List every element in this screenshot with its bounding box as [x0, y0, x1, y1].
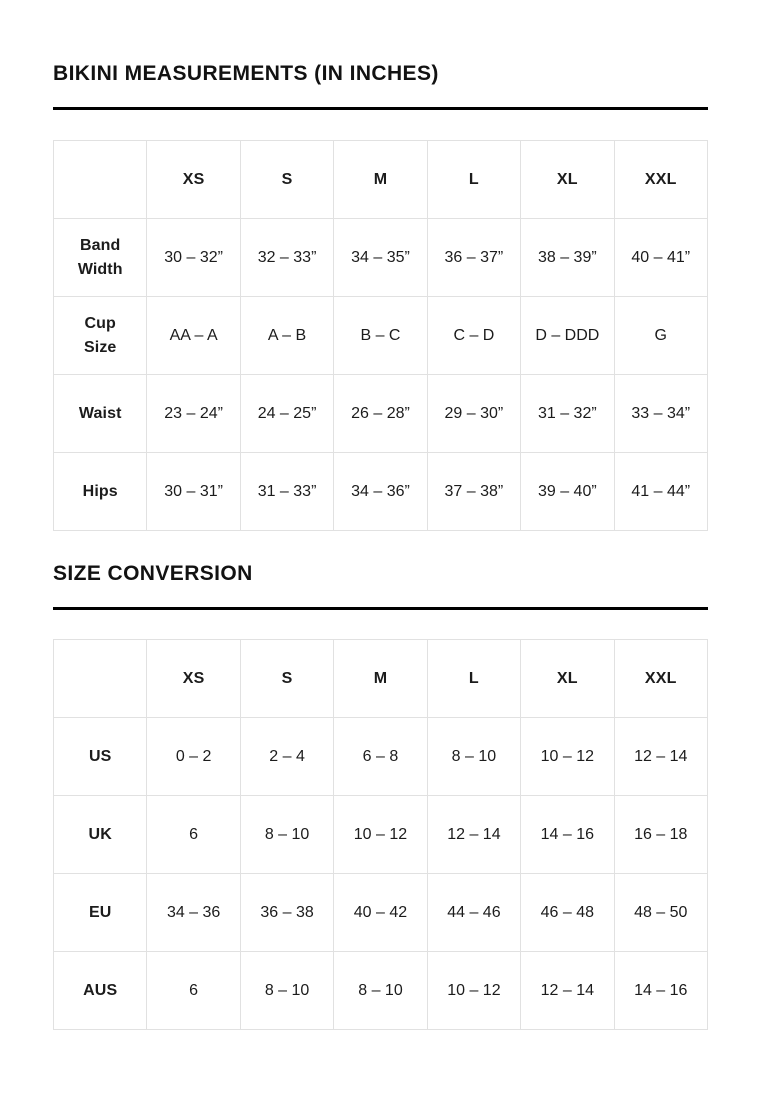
table-cell: 26 – 28” — [334, 375, 427, 453]
table-cell: 10 – 12 — [521, 718, 614, 796]
table-cell: 8 – 10 — [334, 952, 427, 1030]
conversion-section — [53, 560, 708, 1030]
row-label-aus: AUS — [54, 952, 147, 1030]
column-header-xxl: XXL — [614, 141, 707, 219]
table-cell: C – D — [427, 297, 520, 375]
row-cup-size — [54, 297, 708, 375]
measurements-title: BIKINI MEASUREMENTS (IN INCHES) — [53, 62, 439, 85]
table-cell: 31 – 32” — [521, 375, 614, 453]
table-cell: 2 – 4 — [240, 718, 333, 796]
table-cell: 38 – 39” — [521, 219, 614, 297]
table-cell: 31 – 33” — [240, 453, 333, 531]
row-band-width — [54, 219, 708, 297]
table-cell: 48 – 50 — [614, 874, 707, 952]
table-cell: 8 – 10 — [240, 796, 333, 874]
table-cell: 29 – 30” — [427, 375, 520, 453]
row-uk — [54, 796, 708, 874]
table-cell: 34 – 36” — [334, 453, 427, 531]
table-cell: 10 – 12 — [334, 796, 427, 874]
conversion-title: SIZE CONVERSION — [53, 562, 253, 585]
table-cell: 33 – 34” — [614, 375, 707, 453]
row-label-uk: UK — [54, 796, 147, 874]
table-cell: 40 – 42 — [334, 874, 427, 952]
table-cell: 32 – 33” — [240, 219, 333, 297]
table-cell: 34 – 35” — [334, 219, 427, 297]
table-cell: 8 – 10 — [427, 718, 520, 796]
table-cell: 24 – 25” — [240, 375, 333, 453]
row-aus — [54, 952, 708, 1030]
table-cell: 41 – 44” — [614, 453, 707, 531]
column-header-xs: XS — [147, 141, 240, 219]
conversion-table — [53, 639, 708, 1030]
table-cell: 6 — [147, 796, 240, 874]
table-cell: 30 – 32” — [147, 219, 240, 297]
column-header-s: S — [240, 141, 333, 219]
table-cell: A – B — [240, 297, 333, 375]
row-label-us: US — [54, 718, 147, 796]
row-label-hips: Hips — [54, 453, 147, 531]
table-cell: 0 – 2 — [147, 718, 240, 796]
measurements-header-row — [54, 141, 708, 219]
table-cell: 36 – 37” — [427, 219, 520, 297]
column-header-m: M — [334, 640, 427, 718]
table-cell: 39 – 40” — [521, 453, 614, 531]
column-header-m: M — [334, 141, 427, 219]
row-label-cup-size: Cup Size — [54, 297, 147, 375]
row-waist — [54, 375, 708, 453]
table-cell: 12 – 14 — [614, 718, 707, 796]
table-cell: B – C — [334, 297, 427, 375]
table-cell: 14 – 16 — [614, 952, 707, 1030]
column-header-xl: XL — [521, 640, 614, 718]
table-cell: G — [614, 297, 707, 375]
column-header-l: L — [427, 640, 520, 718]
measurements-table — [53, 140, 708, 531]
table-cell: 10 – 12 — [427, 952, 520, 1030]
row-eu — [54, 874, 708, 952]
conversion-title-underline — [53, 607, 708, 610]
table-cell: 37 – 38” — [427, 453, 520, 531]
table-cell: 6 – 8 — [334, 718, 427, 796]
table-cell: 14 – 16 — [521, 796, 614, 874]
table-cell: 40 – 41” — [614, 219, 707, 297]
table-cell: 34 – 36 — [147, 874, 240, 952]
table-cell: D – DDD — [521, 297, 614, 375]
table-cell: 36 – 38 — [240, 874, 333, 952]
conversion-header-row — [54, 640, 708, 718]
table-cell: 46 – 48 — [521, 874, 614, 952]
table-cell: 23 – 24” — [147, 375, 240, 453]
column-header-xxl: XXL — [614, 640, 707, 718]
table-cell: 6 — [147, 952, 240, 1030]
column-header-xs: XS — [147, 640, 240, 718]
column-header-xl: XL — [521, 141, 614, 219]
measurements-section — [53, 60, 708, 531]
row-us — [54, 718, 708, 796]
measurements-title-underline — [53, 107, 708, 110]
corner-cell — [54, 141, 147, 219]
table-cell: 44 – 46 — [427, 874, 520, 952]
row-label-eu: EU — [54, 874, 147, 952]
column-header-l: L — [427, 141, 520, 219]
row-hips — [54, 453, 708, 531]
table-cell: AA – A — [147, 297, 240, 375]
row-label-band-width: Band Width — [54, 219, 147, 297]
table-cell: 30 – 31” — [147, 453, 240, 531]
table-cell: 16 – 18 — [614, 796, 707, 874]
table-cell: 12 – 14 — [521, 952, 614, 1030]
row-label-waist: Waist — [54, 375, 147, 453]
table-cell: 8 – 10 — [240, 952, 333, 1030]
table-cell: 12 – 14 — [427, 796, 520, 874]
corner-cell — [54, 640, 147, 718]
column-header-s: S — [240, 640, 333, 718]
